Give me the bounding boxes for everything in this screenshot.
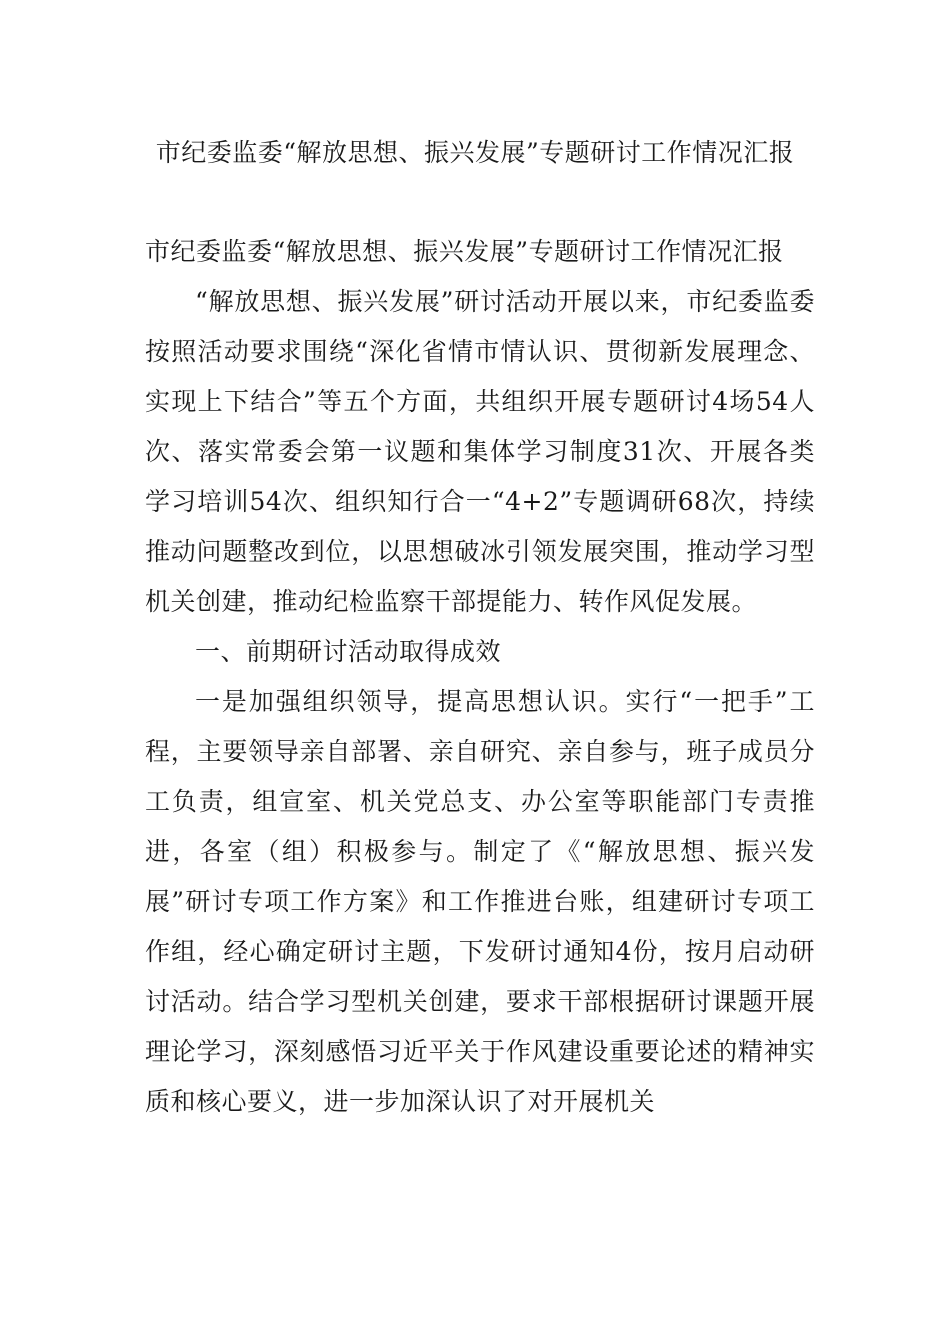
document-subtitle: 市纪委监委“解放思想、振兴发展”专题研讨工作情况汇报 bbox=[145, 237, 784, 266]
paragraph-organization: 一是加强组织领导，提高思想认识。实行“一把手”工程，主要领导亲自部署、亲自研究、亲自参与，班子成员分工负责，组宣室、机关党总支、办公室等职能部门专责推进，各室（组）积极参与。制定了《“解放思想、振兴发展”研讨专项工作方案》和工作推进台账，组建研讨专项工作组，经心确定研讨主题，下发研讨通知4份，按月启动研讨活动。结合学习型机关创建，要求干部根据研讨课题开展理论学习，深刻感悟习近平关于作风建设重要论述的精神实质和核心要义，进一步加深认识了对开展机关 bbox=[145, 687, 815, 1116]
document-title: 市纪委监委“解放思想、振兴发展”专题研讨工作情况汇报 bbox=[155, 138, 795, 167]
section-heading: 一、前期研讨活动取得成效 bbox=[195, 637, 502, 666]
document-body bbox=[145, 227, 815, 1127]
paragraph-intro: “解放思想、振兴发展”研讨活动开展以来，市纪委监委按照活动要求围绕“深化省情市情认识、贯彻新发展理念、实现上下结合”等五个方面，共组织开展专题研讨4场54人次、落实常委会第一议题和集体学习制度31次、开展各类学习培训54次、组织知行合一“4+2”专题调研68次，持续推动问题整改到位，以思想破冰引领发展突围，推动学习型机关创建，推动纪检监察干部提能力、转作风促发展。 bbox=[145, 287, 815, 616]
